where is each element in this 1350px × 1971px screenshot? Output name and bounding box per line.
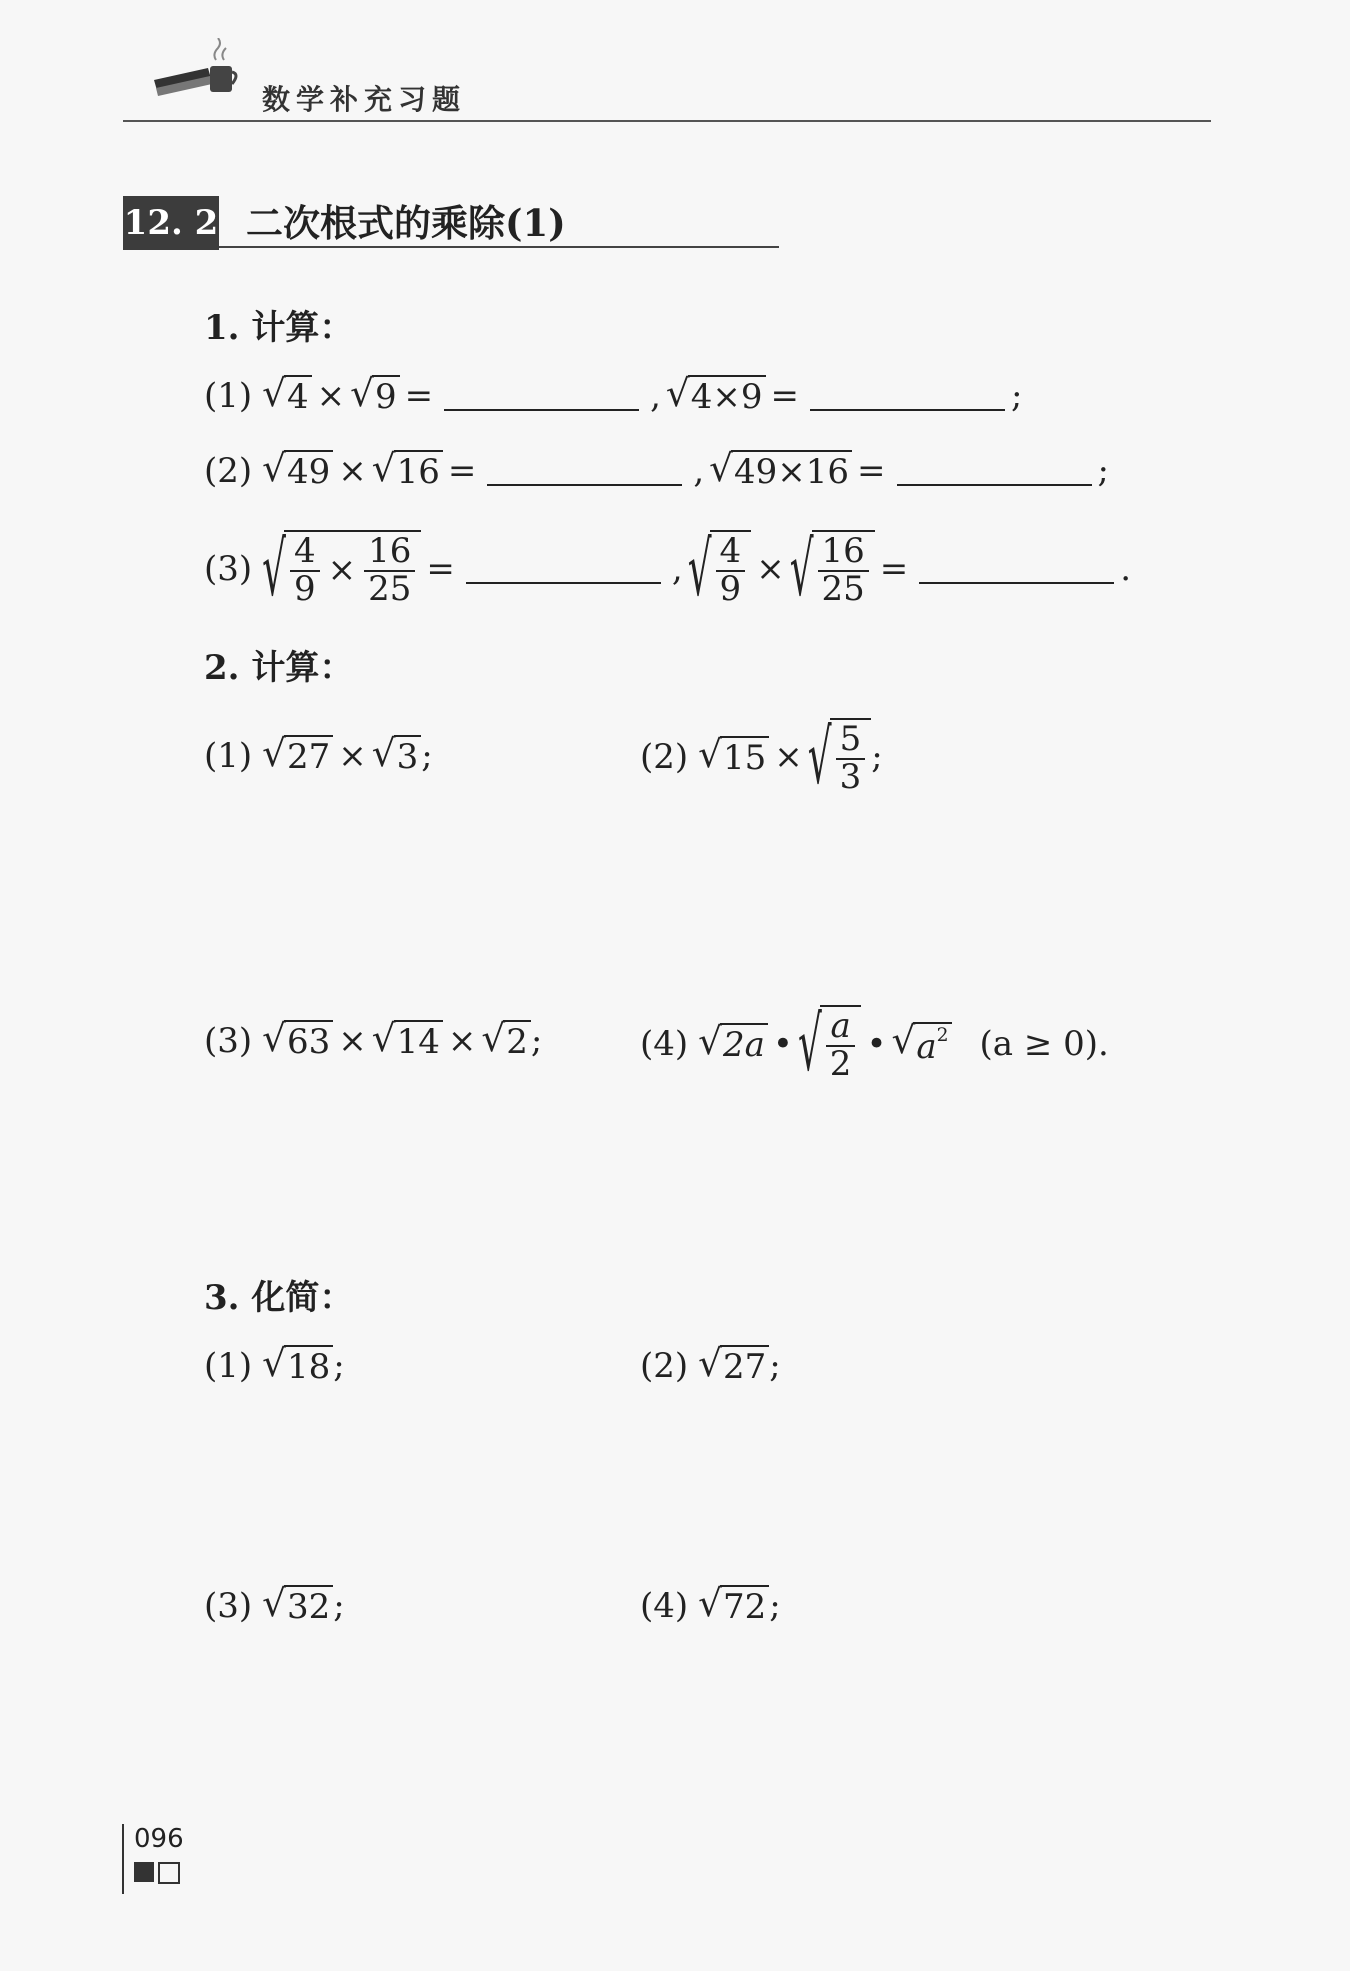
q2-item-1: (1) √ 27 × √ 3 ; <box>204 731 433 777</box>
item-label: (2) <box>204 450 253 491</box>
radical: √ 15 <box>698 736 769 777</box>
q1-title: 1. 计算： <box>204 308 354 348</box>
answer-blank[interactable] <box>466 554 661 584</box>
answer-blank[interactable] <box>897 456 1092 486</box>
radical: √ 2a <box>698 1023 768 1064</box>
section-number: 12. 2 <box>123 196 219 250</box>
radical: √ 4×9 <box>666 375 766 416</box>
q1-item-3: (3) √ $\frac{4}{9}$ × $\frac{16}{25}$ = , √ $\frac{4}{9}$ × √ $\frac{16}{25}$ = . <box>204 524 1132 613</box>
radical: √ 32 <box>262 1585 333 1626</box>
item-label: (3) <box>204 548 253 589</box>
radical: √ 72 <box>698 1585 769 1626</box>
q3-title: 3. 化简： <box>204 1278 354 1318</box>
radical: √ 27 <box>262 735 333 776</box>
header-rule <box>123 120 1211 122</box>
q1-item-2: (2) √ 49 × √ 16 = , √ 49×16 = ; <box>204 446 1109 492</box>
answer-blank[interactable] <box>810 381 1005 411</box>
q2-item-2: (2) √ 15 × √ $\frac{5}{3}$ ; <box>640 712 883 801</box>
answer-blank[interactable] <box>487 456 682 486</box>
footer-rule <box>122 1824 124 1894</box>
radical: √ $\frac{5}{3}$ <box>808 718 871 795</box>
radical: √ 4 <box>262 375 311 416</box>
page-number: 096 <box>134 1824 184 1854</box>
q1-item-1: (1) √ 4 × √ 9 = , √ 4×9 = ; <box>204 371 1023 417</box>
radical: √ $a^2$ <box>892 1022 952 1066</box>
radical: √ $\frac{4}{9}$ <box>688 530 751 607</box>
q3-item-4: (4) √ 72 ; <box>640 1581 781 1627</box>
radical: √ 14 <box>372 1020 443 1061</box>
radical: √ 2 <box>481 1020 530 1061</box>
radical: √ 16 <box>372 450 443 491</box>
q3-item-3: (3) √ 32 ; <box>204 1581 345 1627</box>
radical: √ 49×16 <box>709 450 852 491</box>
q2-item-4: (4) √ 2a • √ $\frac{a}{2}$ • √ $a^2$ (a ≥ 0). <box>640 999 1109 1088</box>
radical: √ 63 <box>262 1020 333 1061</box>
section-rule <box>219 246 779 248</box>
filled-square-icon <box>134 1862 154 1882</box>
item-label: (1) <box>204 375 253 416</box>
radical: √ $\frac{16}{25}$ <box>790 530 875 607</box>
radical: √ $\frac{a}{2}$ <box>798 1005 861 1082</box>
radical: √ $\frac{4}{9}$ × $\frac{16}{25}$ <box>262 530 421 607</box>
q3-item-2: (2) √ 27 ; <box>640 1341 781 1387</box>
answer-blank[interactable] <box>444 381 639 411</box>
radical: √ 9 <box>350 375 399 416</box>
radical: √ 18 <box>262 1345 333 1386</box>
q2-title: 2. 计算： <box>204 648 354 688</box>
radical: √ 3 <box>372 735 421 776</box>
header-title: 数学补充习题 <box>262 83 467 116</box>
q3-item-1: (1) √ 18 ; <box>204 1341 345 1387</box>
radical: √ 27 <box>698 1345 769 1386</box>
answer-blank[interactable] <box>919 554 1114 584</box>
section-title: 二次根式的乘除(1) <box>246 201 566 245</box>
q2-item-3: (3) √ 63 × √ 14 × √ 2 ; <box>204 1016 543 1062</box>
empty-square-icon <box>158 1862 180 1884</box>
book-cup-icon <box>150 38 240 108</box>
radical: √ 49 <box>262 450 333 491</box>
